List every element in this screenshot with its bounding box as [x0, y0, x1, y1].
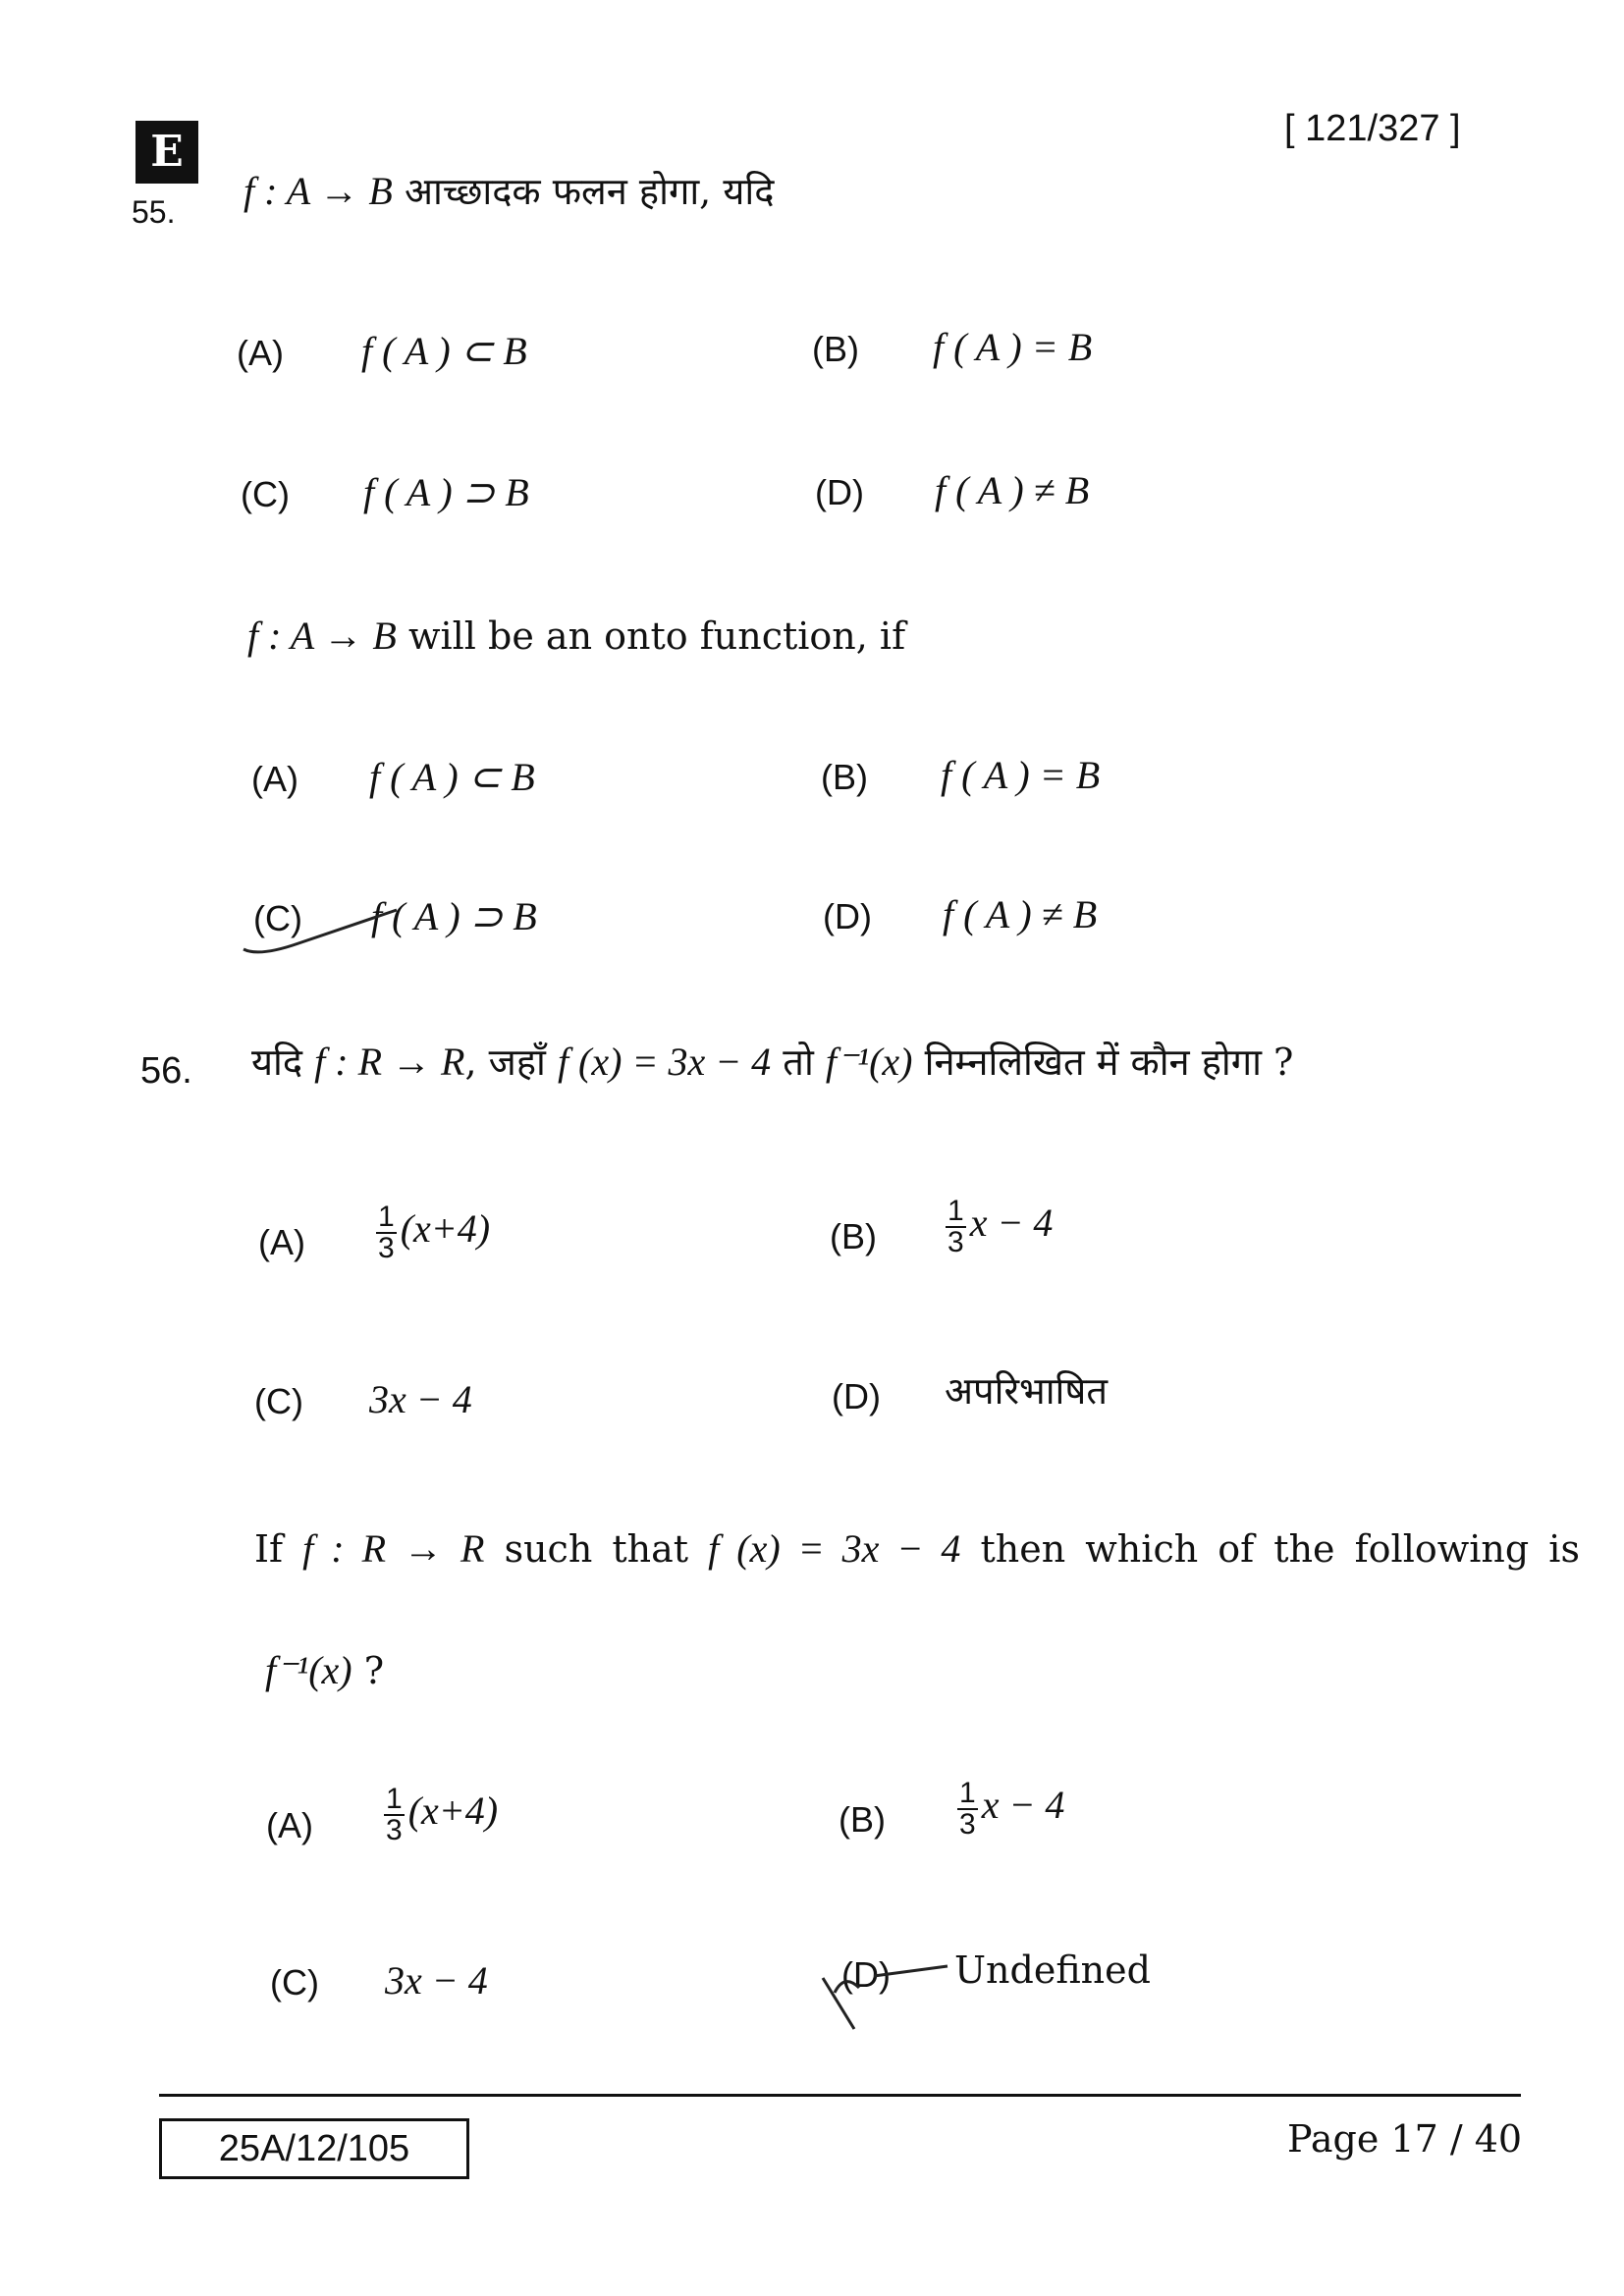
q56-hi-option-c-label: (C)	[254, 1381, 303, 1421]
answer-tick-mark	[240, 888, 406, 957]
q56-en-option-c: 3x − 4	[385, 1958, 488, 2002]
q55-english-prompt: f : A → B will be an onto function, if	[247, 614, 906, 658]
q55-en-option-c-label: (C)	[253, 898, 302, 938]
q56-en-option-a-label: (A)	[266, 1805, 313, 1845]
q56-hi-option-a-label: (A)	[258, 1222, 305, 1262]
q55-en-option-a: f ( A ) ⊂ B	[369, 755, 535, 799]
set-letter-badge: E	[135, 121, 198, 184]
q55-hi-option-a-label: (A)	[237, 333, 284, 373]
q55-hi-option-c-label: (C)	[241, 474, 290, 514]
answer-tick-mark	[815, 1949, 952, 2032]
q56-en-option-a: $\frac{1}{3}$ (x+4)	[386, 1783, 499, 1846]
q56-en-option-d: Undefined	[954, 1949, 1151, 1992]
q56-english-prompt: If f : R → R such that f (x) = 3x − 4 then which of the following is	[254, 1526, 1580, 1571]
q56-hindi-prompt: यदि f : R → R, जहाँ f (x) = 3x − 4 तो f⁻¹(x) निम्नलिखित में कौन होगा ?	[251, 1040, 1294, 1084]
q55-en-option-a-label: (A)	[251, 759, 298, 799]
question-number: 55.	[132, 194, 176, 230]
page-reference: [ 121/327 ]	[1284, 108, 1461, 149]
q55-en-option-b-label: (B)	[821, 757, 868, 797]
q55-hi-option-d-label: (D)	[815, 472, 864, 512]
paper-code: 25A/12/105	[159, 2118, 469, 2179]
q55-hi-option-c: f ( A ) ⊃ B	[363, 470, 529, 514]
q56-en-option-c-label: (C)	[270, 1962, 319, 2002]
q55-en-option-d: f ( A ) ≠ B	[943, 892, 1098, 936]
q56-hi-option-d-label: (D)	[832, 1376, 881, 1416]
q56-english-prompt-cont: f⁻¹(x) ?	[265, 1648, 385, 1692]
q55-en-option-d-label: (D)	[823, 896, 872, 936]
q55-hi-option-a: f ( A ) ⊂ B	[361, 329, 527, 373]
q55-hi-option-b-label: (B)	[812, 329, 859, 369]
footer-divider	[159, 2094, 1521, 2097]
q55-hindi-prompt: f : A → B आच्छादक फलन होगा, यदि	[244, 169, 775, 213]
q56-en-option-b: $\frac{1}{3}$ x − 4	[959, 1777, 1065, 1841]
q56-hi-option-b-label: (B)	[830, 1216, 877, 1256]
question-number: 56.	[140, 1050, 192, 1092]
q56-hi-option-a: $\frac{1}{3}$ (x+4)	[378, 1201, 491, 1264]
q56-hi-option-c: 3x − 4	[369, 1377, 472, 1421]
q55-hi-option-b: f ( A ) = B	[933, 325, 1093, 369]
page-number: Page 17 / 40	[1287, 2117, 1523, 2161]
q56-en-option-b-label: (B)	[839, 1799, 886, 1840]
q55-hi-option-d: f ( A ) ≠ B	[935, 468, 1090, 512]
q55-en-option-b: f ( A ) = B	[941, 753, 1101, 797]
q55-en-option-c: f ( A ) ⊃ B	[371, 894, 537, 938]
q56-hi-option-d: अपरिभाषित	[945, 1369, 1109, 1413]
q56-hi-option-b: $\frac{1}{3}$ x − 4	[947, 1195, 1054, 1258]
q56-en-option-d-label: (D)	[841, 1954, 891, 1995]
